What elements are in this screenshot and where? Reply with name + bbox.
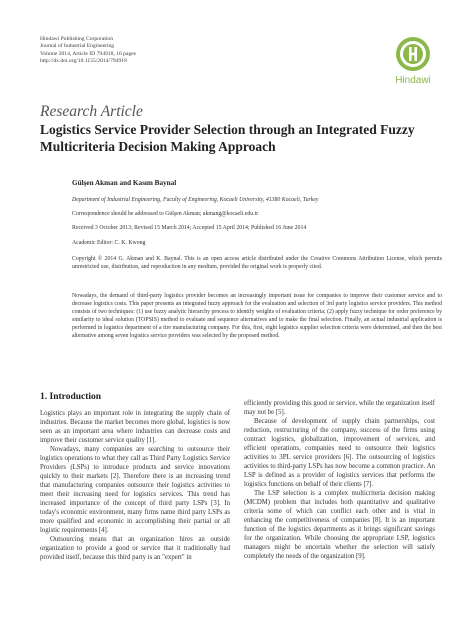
right-column [244, 399, 435, 561]
article-type: Research Article [40, 103, 143, 120]
journal-info-line: Hindawi Publishing Corporation [40, 36, 114, 42]
paragraph: efficiently providing this good or service, while the organization itself may not be [5]. [244, 400, 435, 416]
paragraph: The LSP selection is a complex multicriteria decision making (MCDM) problem that includes both quantitative and qualitative criteria some of which can conflict each other and is vital in enhancing the competitiveness of companies [8]. It is an important function of the logistics departments as it brings significant savings for the organization. While choosing the appropriate LSP, logistics managers might be uncertain whether the selection will satisfy completely the needs of the organization [9]. [244, 490, 435, 560]
journal-info-line: Volume 2014, Article ID 794918, 16 pages [40, 50, 136, 57]
paragraph: Because of development of supply chain partnerships, cost reduction, restructuring of the company, success of the firms using contract logistics, globalization, improvement of services, and efficient operations, companies need to outsource their logistics activities to 3PL service providers [6]. The outsourcing of logistics activities to third-party LSPs has now become a common practice. An LSP is defined as a provider of logistics services that performs the logistics functions on behalf of their clients [7]. [244, 418, 435, 488]
affiliation: Department of Industrial Engineering, Faculty of Engineering, Kocaeli University, 41380 Kocaeli, Turkey [72, 197, 319, 203]
journal-info [40, 36, 136, 65]
paragraph: Outsourcing means that an organization hires an outside organization to provide a good or service that it traditionally had provided itself, because this third party is an "expert" in [40, 536, 230, 561]
academic-editor: Academic Editor: C. K. Kwong [72, 240, 146, 246]
hindawi-logo-text: Hindawi [395, 75, 431, 86]
section-heading: 1. Introduction [40, 392, 102, 402]
paragraph: Nowadays, many companies are searching to outsource their logistics operations to what they call as Third Party Logistics Service Providers (LSPs) to introduce products and service innovations quickly to their markets [2]. Therefore there is an increasing trend that manufacturing companies outsource their logistics activities to meet their increasing need for logistics services. This trend has increased importance of the concept of third party LSPs [3]. In today's economic environment, many firms name third party LSPs as more qualified and economic in accomplishing their partial or all logistic requirements [4]. [40, 446, 230, 534]
correspondence: Correspondence should be addressed to Gülşen Akman; akmang@kocaeli.edu.tr [72, 211, 259, 217]
hindawi-logo-icon [394, 35, 432, 73]
journal-info-line: http://dx.doi.org/10.1155/2014/794918 [40, 57, 127, 64]
paper-title: Logistics Service Provider Selection through an Integrated Fuzzy Multicriteria Decision Making Approach [40, 122, 415, 154]
hindawi-logo [383, 35, 443, 87]
paragraph: Logistics plays an important role in integrating the supply chain of industries. Because the market becomes more global, logistics is now seen as an important area where industries can decrease costs and improve their customer service quality [1]. [40, 410, 230, 444]
left-column [40, 409, 230, 562]
authors: Gülşen Akman and Kasım Baynal [72, 179, 177, 187]
journal-info-line: Journal of Industrial Engineering [40, 43, 115, 50]
article-dates: Received 3 October 2013; Revised 15 March 2014; Accepted 15 April 2014; Published 16 June 2014 [72, 225, 307, 231]
abstract: Nowadays, the demand of third-party logistics provider becomes an increasingly important issue for companies to improve their customer service and to decrease logistics costs. This paper presents an integrated fuzzy approach for the evaluation and selection of 3rd party logistics service providers. This method consists of two techniques: (1) use fuzzy analytic hierarchy process to identify weights of evaluation criteria; (2) apply fuzzy technique for order preference by similarity to ideal solution (TOPSIS) method to evaluate and sequence alternatives and to make the final selection. Finally, an actual industrial application is performed in logistics department of a tire manufacturing company. For this, first, eight logistics supplier selection criteria were determined, and then the best alternative among seven logistics service providers was selected by the proposed method. [72, 293, 442, 339]
copyright-notice: Copyright © 2014 G. Akman and K. Baynal. This is an open access article distributed under the Creative Commons Attribution License, which permits unrestricted use, distribution, and reproduction in any medium, provided the original work is properly cited. [72, 256, 442, 270]
